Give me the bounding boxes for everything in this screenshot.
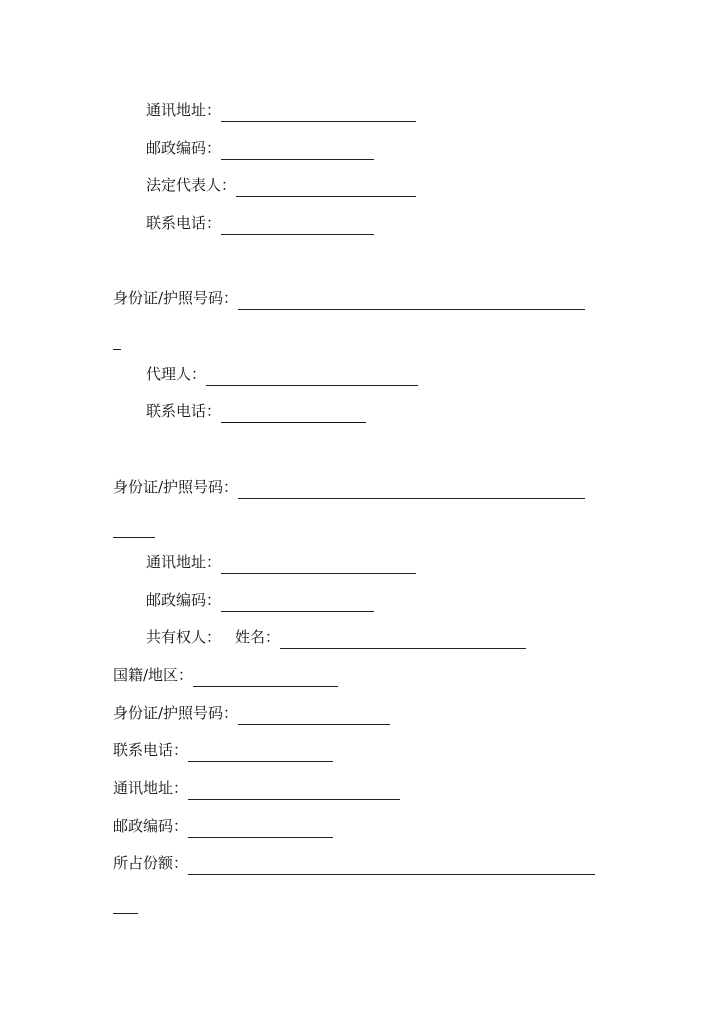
agent-blank[interactable]	[206, 369, 418, 386]
legal-rep-id-label: 身份证/护照号码：	[113, 289, 239, 307]
agent-label: 代理人：	[146, 365, 207, 383]
share-row	[113, 851, 595, 875]
unit-address-row	[146, 98, 416, 122]
nationality-row	[113, 663, 338, 687]
co-owner-address-label: 通讯地址：	[113, 779, 189, 797]
unit-postcode-row	[146, 136, 374, 160]
unit-address-label: 通讯地址：	[146, 101, 222, 119]
agent-id-label: 身份证/护照号码：	[113, 478, 239, 496]
co-owner-postcode-label: 邮政编码：	[113, 817, 189, 835]
agent-phone-label: 联系电话：	[146, 402, 222, 420]
legal-rep-id-blank[interactable]	[238, 293, 585, 310]
co-owner-row	[146, 625, 526, 649]
legal-rep-id-row	[113, 286, 585, 310]
agent-address-row	[146, 550, 416, 574]
legal-rep-label: 法定代表人：	[146, 176, 237, 194]
legal-rep-phone-row	[146, 211, 374, 235]
share-blank-continued[interactable]	[113, 897, 138, 914]
agent-postcode-row	[146, 588, 374, 612]
agent-id-row	[113, 475, 585, 499]
agent-address-blank[interactable]	[221, 557, 416, 574]
agent-postcode-blank[interactable]	[221, 595, 374, 612]
agent-id-blank[interactable]	[238, 482, 585, 499]
co-owner-name-blank[interactable]	[280, 632, 526, 649]
agent-phone-blank[interactable]	[221, 406, 366, 423]
legal-rep-phone-label: 联系电话：	[146, 214, 222, 232]
share-row-continued	[113, 890, 138, 914]
legal-rep-blank[interactable]	[236, 180, 416, 197]
co-owner-postcode-blank[interactable]	[188, 821, 333, 838]
share-blank[interactable]	[188, 858, 595, 875]
nationality-label: 国籍/地区：	[113, 666, 194, 684]
legal-rep-phone-blank[interactable]	[221, 218, 374, 235]
unit-address-blank[interactable]	[221, 105, 416, 122]
co-owner-phone-label: 联系电话：	[113, 741, 189, 759]
legal-rep-id-row-continued	[113, 326, 121, 350]
co-owner-postcode-row	[113, 814, 333, 838]
agent-postcode-label: 邮政编码：	[146, 591, 222, 609]
co-owner-name-label: 姓名：	[235, 628, 281, 646]
agent-phone-row	[146, 399, 366, 423]
co-owner-phone-blank[interactable]	[188, 745, 333, 762]
co-owner-address-row	[113, 776, 400, 800]
unit-postcode-blank[interactable]	[221, 143, 374, 160]
legal-rep-row	[146, 173, 416, 197]
agent-id-row-continued	[113, 514, 155, 538]
co-owner-phone-row	[113, 738, 333, 762]
agent-id-blank-continued[interactable]	[113, 521, 155, 538]
co-owner-id-label: 身份证/护照号码：	[113, 704, 239, 722]
co-owner-id-blank[interactable]	[238, 708, 390, 725]
co-owner-label: 共有权人：	[146, 628, 222, 646]
share-label: 所占份额：	[113, 854, 189, 872]
unit-postcode-label: 邮政编码：	[146, 139, 222, 157]
legal-rep-id-blank-continued[interactable]	[113, 333, 121, 350]
co-owner-address-blank[interactable]	[188, 783, 400, 800]
agent-row	[146, 362, 418, 386]
nationality-blank[interactable]	[193, 670, 338, 687]
co-owner-id-row	[113, 701, 390, 725]
agent-address-label: 通讯地址：	[146, 553, 222, 571]
